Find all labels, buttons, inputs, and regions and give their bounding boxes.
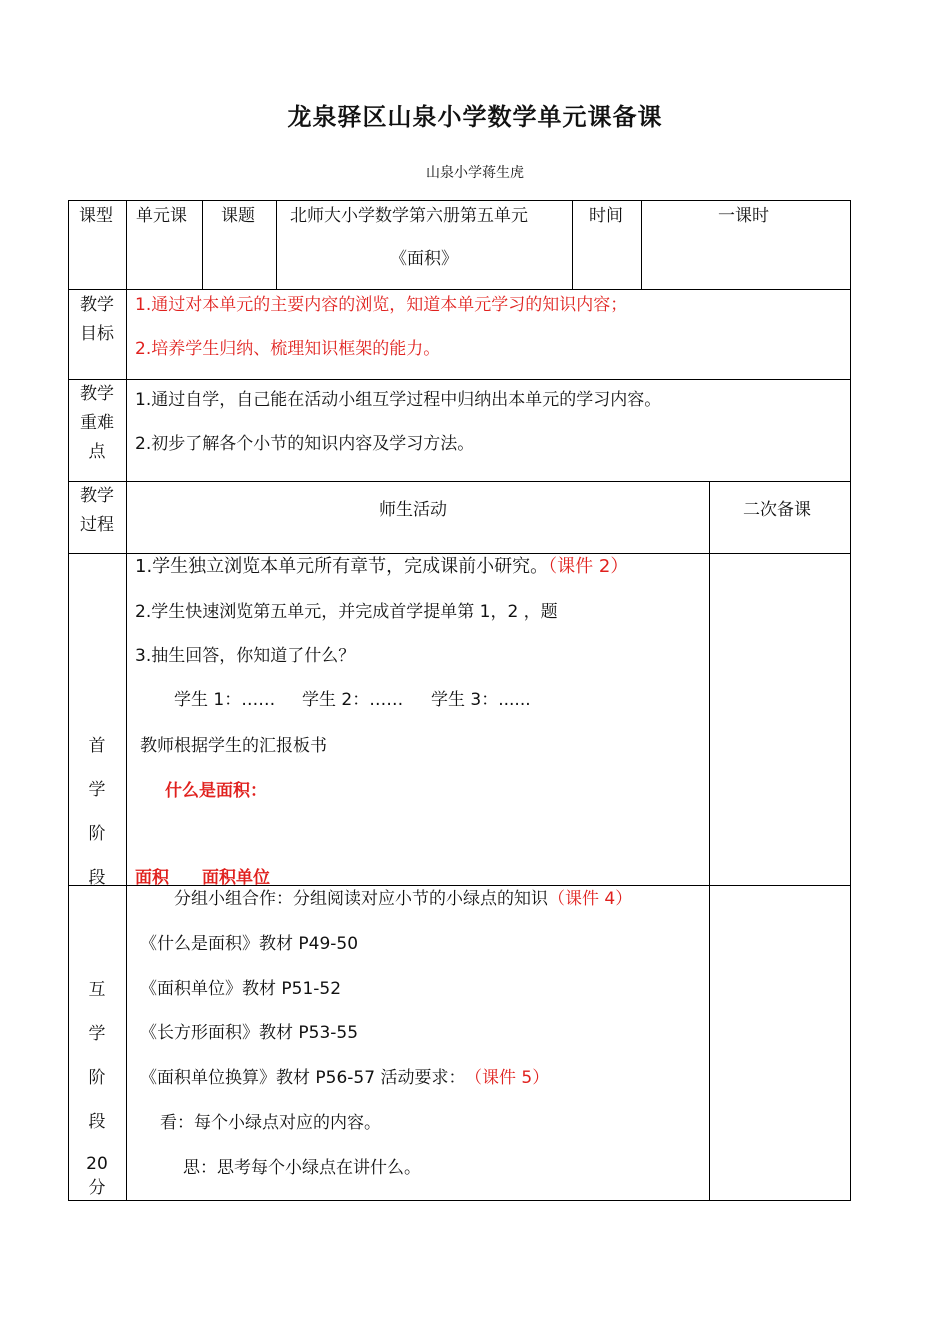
key-point-item: 1.通过自学，自己能在活动小组互学过程中归纳出本单元的学习内容。 — [135, 390, 662, 410]
reading-item: 《长方形面积》教材 P53-55 — [140, 1023, 359, 1043]
stage1-label-char: 阶 — [88, 824, 106, 844]
table-divider — [68, 885, 850, 886]
activity-header: 师生活动 — [379, 500, 447, 520]
student-answer: 学生 2：…… — [302, 690, 404, 710]
stage1-line1 — [135, 556, 628, 578]
student-answer: 学生 3：...... — [431, 690, 531, 710]
table-divider — [202, 200, 203, 290]
topic-value: 北师大小学数学第六册第五单元 — [290, 206, 528, 226]
goals-label — [68, 291, 126, 349]
stage2-label-char: 分 — [88, 1178, 106, 1198]
second-prep-header: 二次备课 — [743, 500, 811, 520]
stage2-label-char: 阶 — [88, 1068, 106, 1088]
term-area-unit: 面积单位 — [202, 868, 270, 888]
courseware-ref: （课件 2） — [548, 556, 629, 577]
key-points-label-line: 点 — [88, 442, 106, 462]
stage1-line3: 3.抽生回答，你知道了什么？ — [135, 646, 356, 666]
table-divider — [709, 481, 710, 1201]
key-points-label-line: 教学 — [80, 384, 114, 404]
page-title: 龙泉驿区山泉小学数学单元课备课 — [287, 103, 663, 131]
goals-label-line: 教学 — [80, 295, 114, 315]
process-label-line: 过程 — [80, 515, 114, 535]
table-border-right — [850, 200, 851, 1201]
lesson-type-value: 单元课 — [136, 206, 187, 226]
lesson-type-label: 课型 — [79, 206, 113, 226]
key-points-label — [68, 380, 126, 467]
stage2-label-char: 段 — [88, 1112, 106, 1132]
teacher-note: 教师根据学生的汇报板书 — [140, 736, 327, 756]
stage2-intro — [174, 888, 632, 910]
process-label — [68, 482, 126, 540]
key-point-item: 2.初步了解各个小节的知识内容及学习方法。 — [135, 434, 475, 454]
table-divider — [68, 289, 850, 290]
stage2-intro-text: 分组小组合作：分组阅读对应小节的小绿点的知识 — [174, 889, 548, 909]
stage2-label — [68, 979, 126, 1199]
table-divider — [68, 481, 850, 482]
table-divider — [572, 200, 573, 290]
stage1-label — [68, 735, 126, 889]
process-label-line: 教学 — [80, 486, 114, 506]
area-question: 什么是面积： — [165, 781, 267, 801]
term-area: 面积 — [135, 868, 169, 888]
stage1-line2: 2.学生快速浏览第五单元，并完成首学提单第 1，2 ，题 — [135, 602, 558, 622]
courseware-ref: （课件 4） — [548, 889, 633, 909]
stage1-label-char: 首 — [88, 736, 106, 756]
table-divider — [641, 200, 642, 290]
time-label: 时间 — [589, 206, 623, 226]
reading-item-text: 《面积单位换算》教材 P56-57 活动要求： — [140, 1068, 466, 1088]
stage2-label-char: 学 — [88, 1024, 106, 1044]
table-divider — [276, 200, 277, 290]
goals-label-line: 目标 — [80, 324, 114, 344]
reading-item: 《什么是面积》教材 P49-50 — [140, 934, 359, 954]
table-divider — [126, 200, 127, 1201]
reading-item — [140, 1067, 549, 1089]
author-line: 山泉小学蒋生虎 — [426, 165, 524, 181]
topic-label: 课题 — [221, 206, 255, 226]
key-points-label-line: 重难 — [80, 413, 114, 433]
goal-item: 2.培养学生归纳、梳理知识框架的能力。 — [135, 339, 441, 359]
stage1-line1-text: 1.学生独立浏览本单元所有章节，完成课前小研究。 — [135, 556, 549, 577]
reading-item: 《面积单位》教材 P51-52 — [140, 979, 342, 999]
time-value: 一课时 — [718, 206, 769, 226]
goal-item: 1.通过对本单元的主要内容的浏览，知道本单元学习的知识内容； — [135, 295, 628, 315]
table-divider — [68, 553, 850, 554]
stage2-label-char: 互 — [88, 980, 106, 1000]
table-divider — [68, 379, 850, 380]
stage1-label-char: 学 — [88, 780, 106, 800]
topic-value-book: 《面积》 — [390, 249, 458, 269]
student-answer: 学生 1：…… — [174, 690, 276, 710]
courseware-ref: （课件 5） — [473, 1068, 550, 1088]
table-border-top — [68, 200, 850, 201]
activity-think: 思：思考每个小绿点在讲什么。 — [183, 1158, 421, 1178]
stage1-label-char: 段 — [88, 868, 106, 888]
activity-look: 看：每个小绿点对应的内容。 — [160, 1113, 381, 1133]
table-border-bottom — [68, 1200, 850, 1201]
stage2-label-char: 20 — [86, 1154, 108, 1174]
